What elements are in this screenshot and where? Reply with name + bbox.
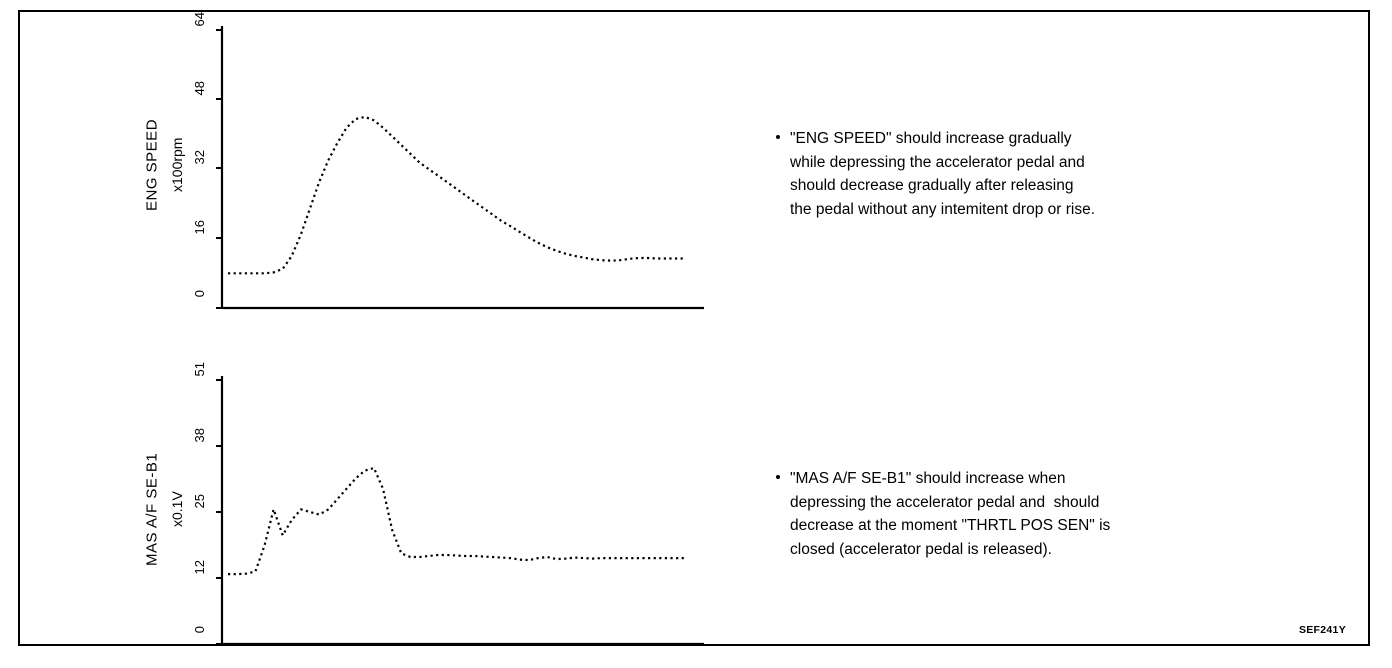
chart-mas-af-se-b1-unit: x0.1V: [169, 491, 185, 527]
note-line: the pedal without any intemitent drop or rise.: [790, 200, 1096, 218]
figure-frame: [18, 10, 1370, 646]
chart-eng-speed-unit: x100rpm: [169, 137, 185, 193]
tick-label: 51: [192, 362, 207, 377]
tick-label: 0: [192, 626, 207, 634]
chart-mas-af-se-b1-ticks: [192, 362, 212, 648]
note-line: while depressing the accelerator pedal and: [790, 153, 1085, 171]
tick-label: 32: [192, 150, 207, 165]
tick-label: 25: [192, 494, 207, 509]
bullet-icon: [776, 475, 780, 479]
chart-mas-af-se-b1-title: MAS A/F SE-B1: [143, 452, 161, 566]
chart-eng-speed-title: ENG SPEED: [143, 118, 161, 212]
note-line: "MAS A/F SE-B1" should increase when: [790, 470, 1066, 487]
note-line: depressing the accelerator pedal and should: [790, 493, 1100, 511]
tick-label: 12: [192, 560, 207, 575]
note-line: "ENG SPEED" should increase gradually: [790, 130, 1072, 147]
bullet-icon: [776, 135, 780, 139]
tick-label: 64: [192, 12, 207, 27]
chart-eng-speed-axes: [214, 20, 714, 316]
tick-label: 16: [192, 220, 207, 235]
chart-mas-af-se-b1: [140, 362, 730, 648]
tick-label: 48: [192, 81, 207, 96]
note-mas-af-se-b1: [790, 467, 1335, 561]
chart-mas-af-se-b1-plot: [192, 362, 730, 648]
tick-label: 0: [192, 290, 207, 298]
chart-eng-speed-ticks: [192, 12, 212, 310]
tick-label: 38: [192, 428, 207, 443]
note-line: decrease at the moment "THRTL POS SEN" is: [790, 517, 1111, 535]
note-line: closed (accelerator pedal is released).: [790, 540, 1052, 558]
chart-mas-af-se-b1-axes: [214, 370, 714, 652]
chart-eng-speed: [140, 12, 730, 310]
note-line: should decrease gradually after releasing: [790, 177, 1074, 195]
chart-eng-speed-plot: [192, 12, 730, 310]
figure-code: SEF241Y: [1298, 624, 1346, 636]
note-eng-speed: [790, 127, 1330, 221]
